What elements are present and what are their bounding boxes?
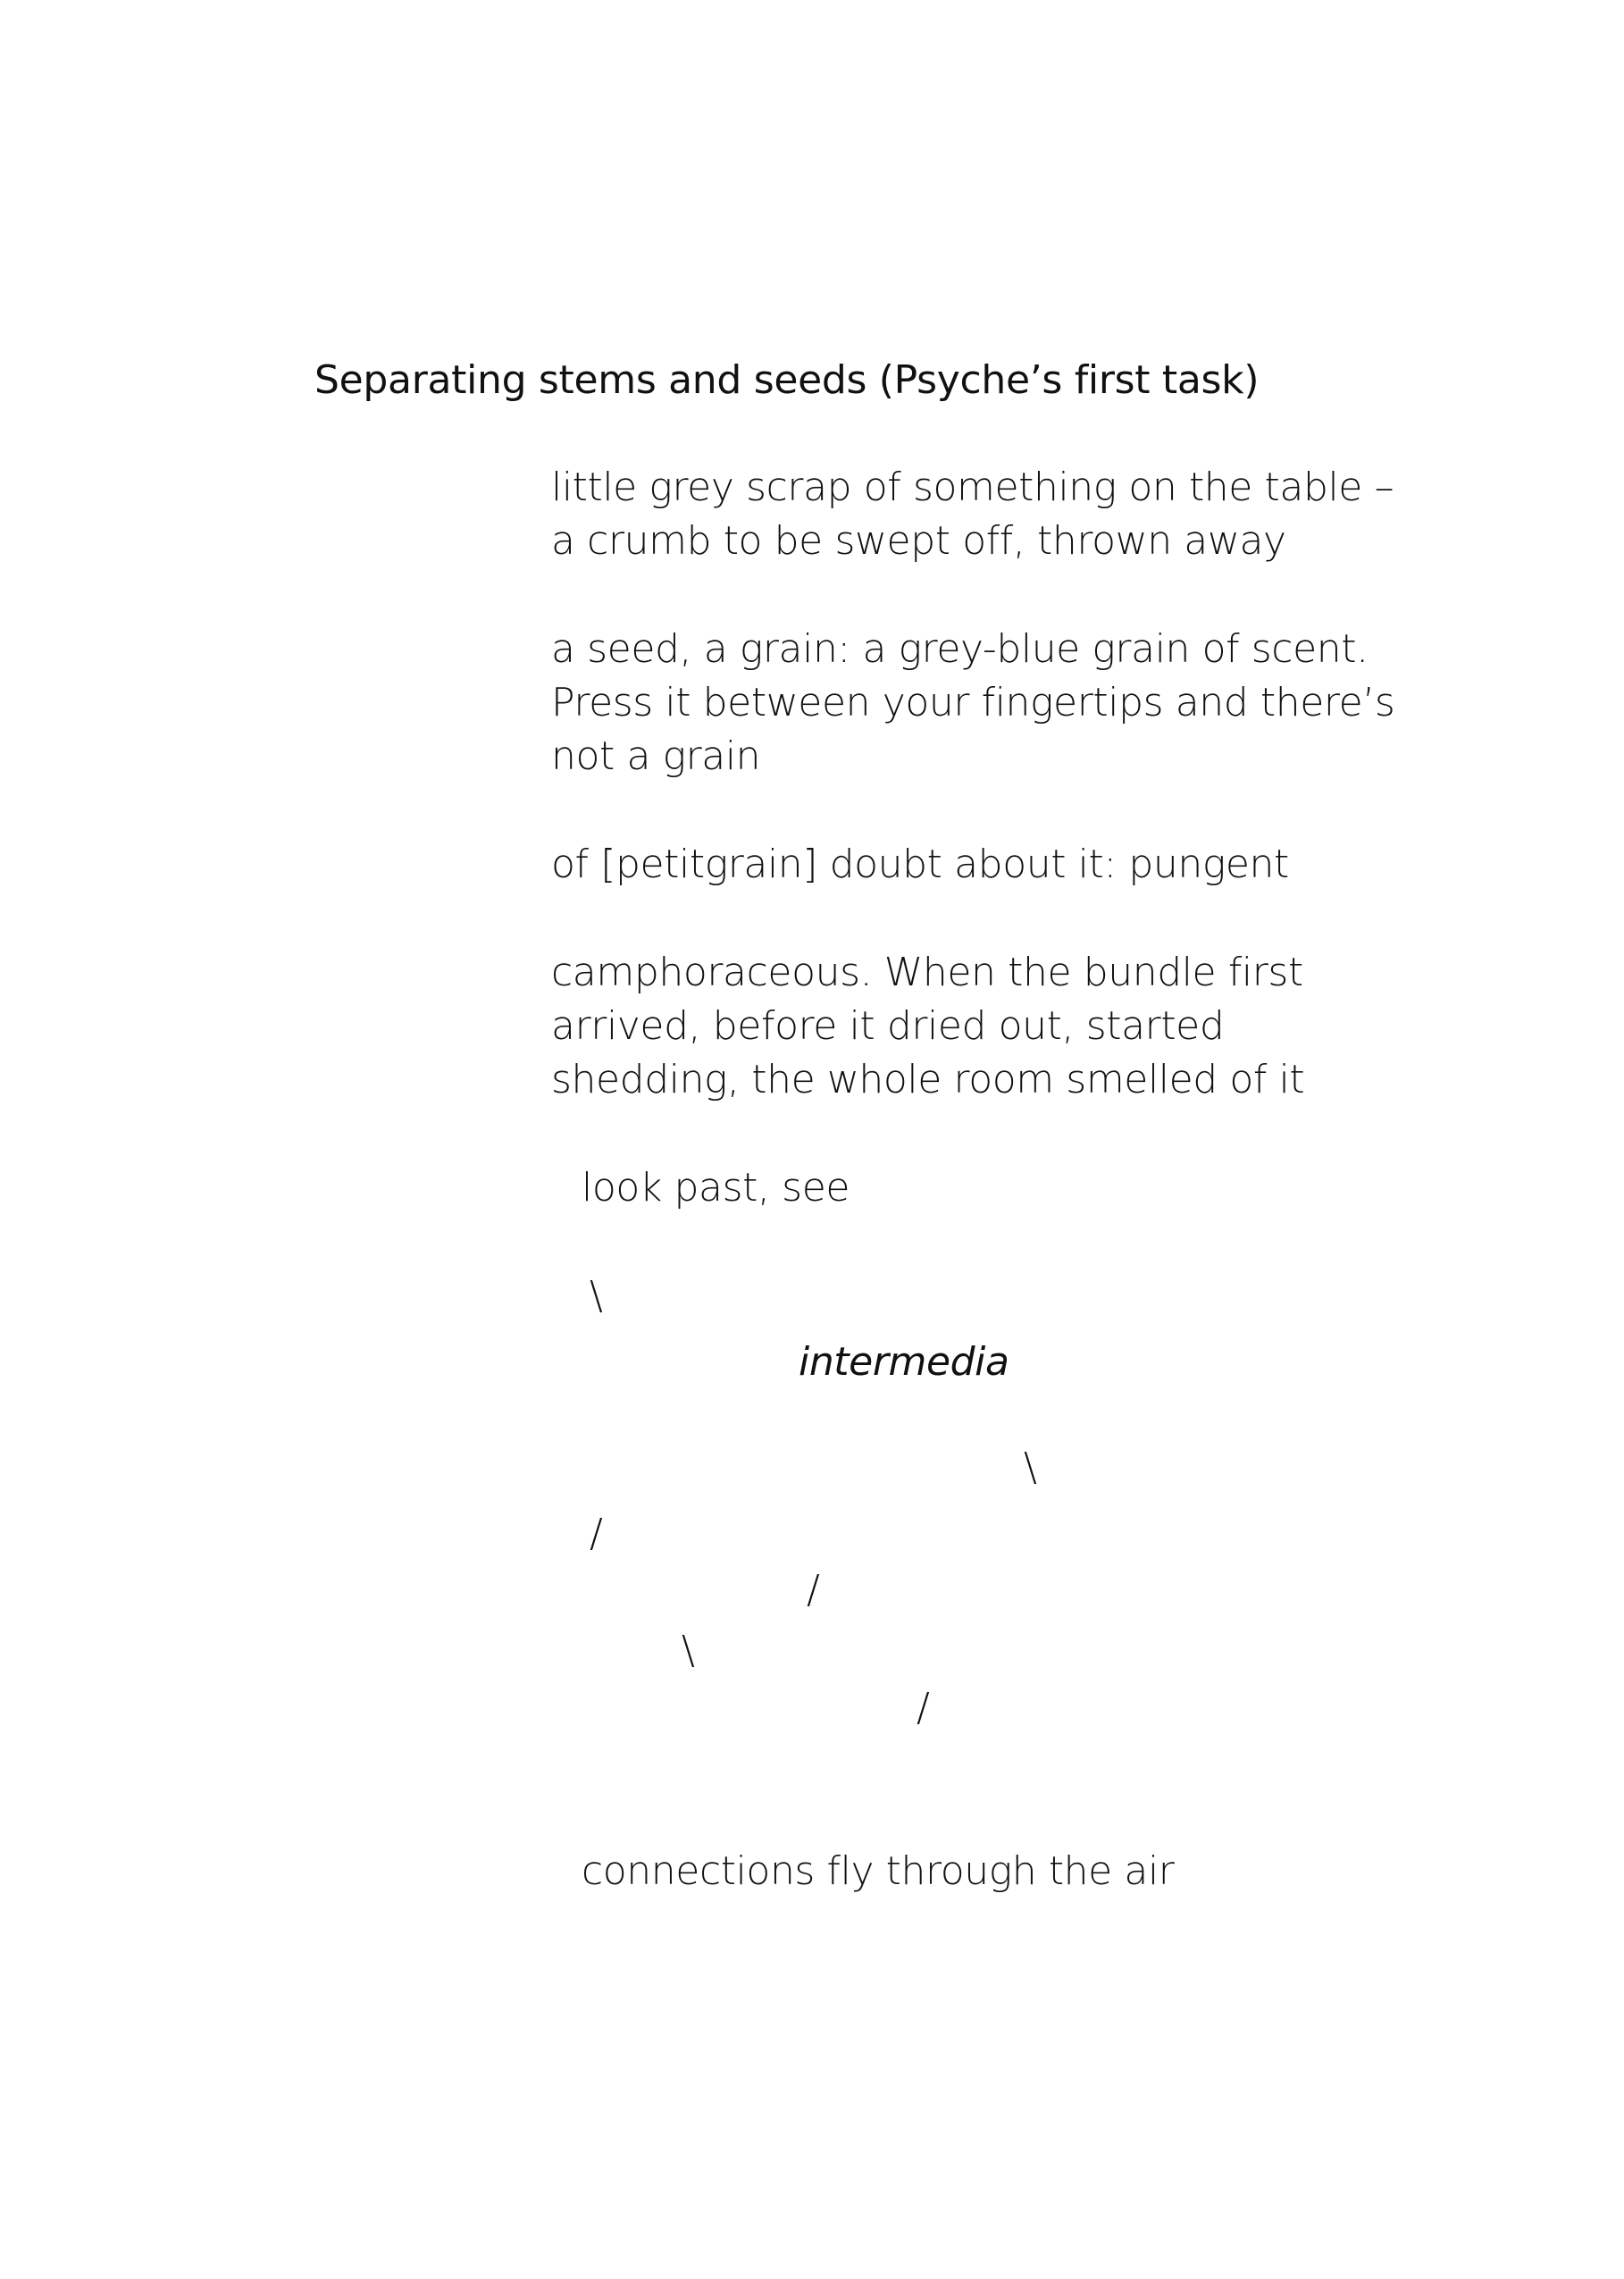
poem-title: Separating stems and seeds (Psyche’s first task) [314, 357, 1260, 403]
stanza-2-line-1: a seed, a grain: a grey-blue grain of scent. [551, 626, 1369, 672]
stanza-4-line-3: shedding, the whole room smelled of it [551, 1057, 1305, 1102]
stanza-4-line-1: camphoraceous. When the bundle first [551, 950, 1303, 995]
slash-mark-4: / [807, 1567, 820, 1613]
stanza-1-line-1: little grey scrap of something on the table – [551, 465, 1394, 510]
closing-line: connections fly through the air [582, 1848, 1175, 1894]
slash-mark-1: \ [590, 1273, 603, 1319]
stanza-2-line-2: Press it between your fingertips and there’s [551, 680, 1395, 725]
slash-mark-2: \ [1024, 1445, 1037, 1490]
intermedia-word: intermedia [799, 1339, 1009, 1385]
slash-mark-5: \ [682, 1628, 695, 1673]
slash-mark-6: / [917, 1685, 930, 1730]
slash-mark-3: / [590, 1511, 603, 1556]
look-past-line: look past, see [582, 1165, 850, 1211]
stanza-3-line-1: of [petitgrain] doubt about it: pungent [551, 842, 1289, 887]
stanza-1-line-2: a crumb to be swept off, thrown away [551, 518, 1286, 564]
stanza-2-line-3: not a grain [551, 733, 761, 779]
stanza-4-line-2: arrived, before it dried out, started [551, 1003, 1225, 1049]
